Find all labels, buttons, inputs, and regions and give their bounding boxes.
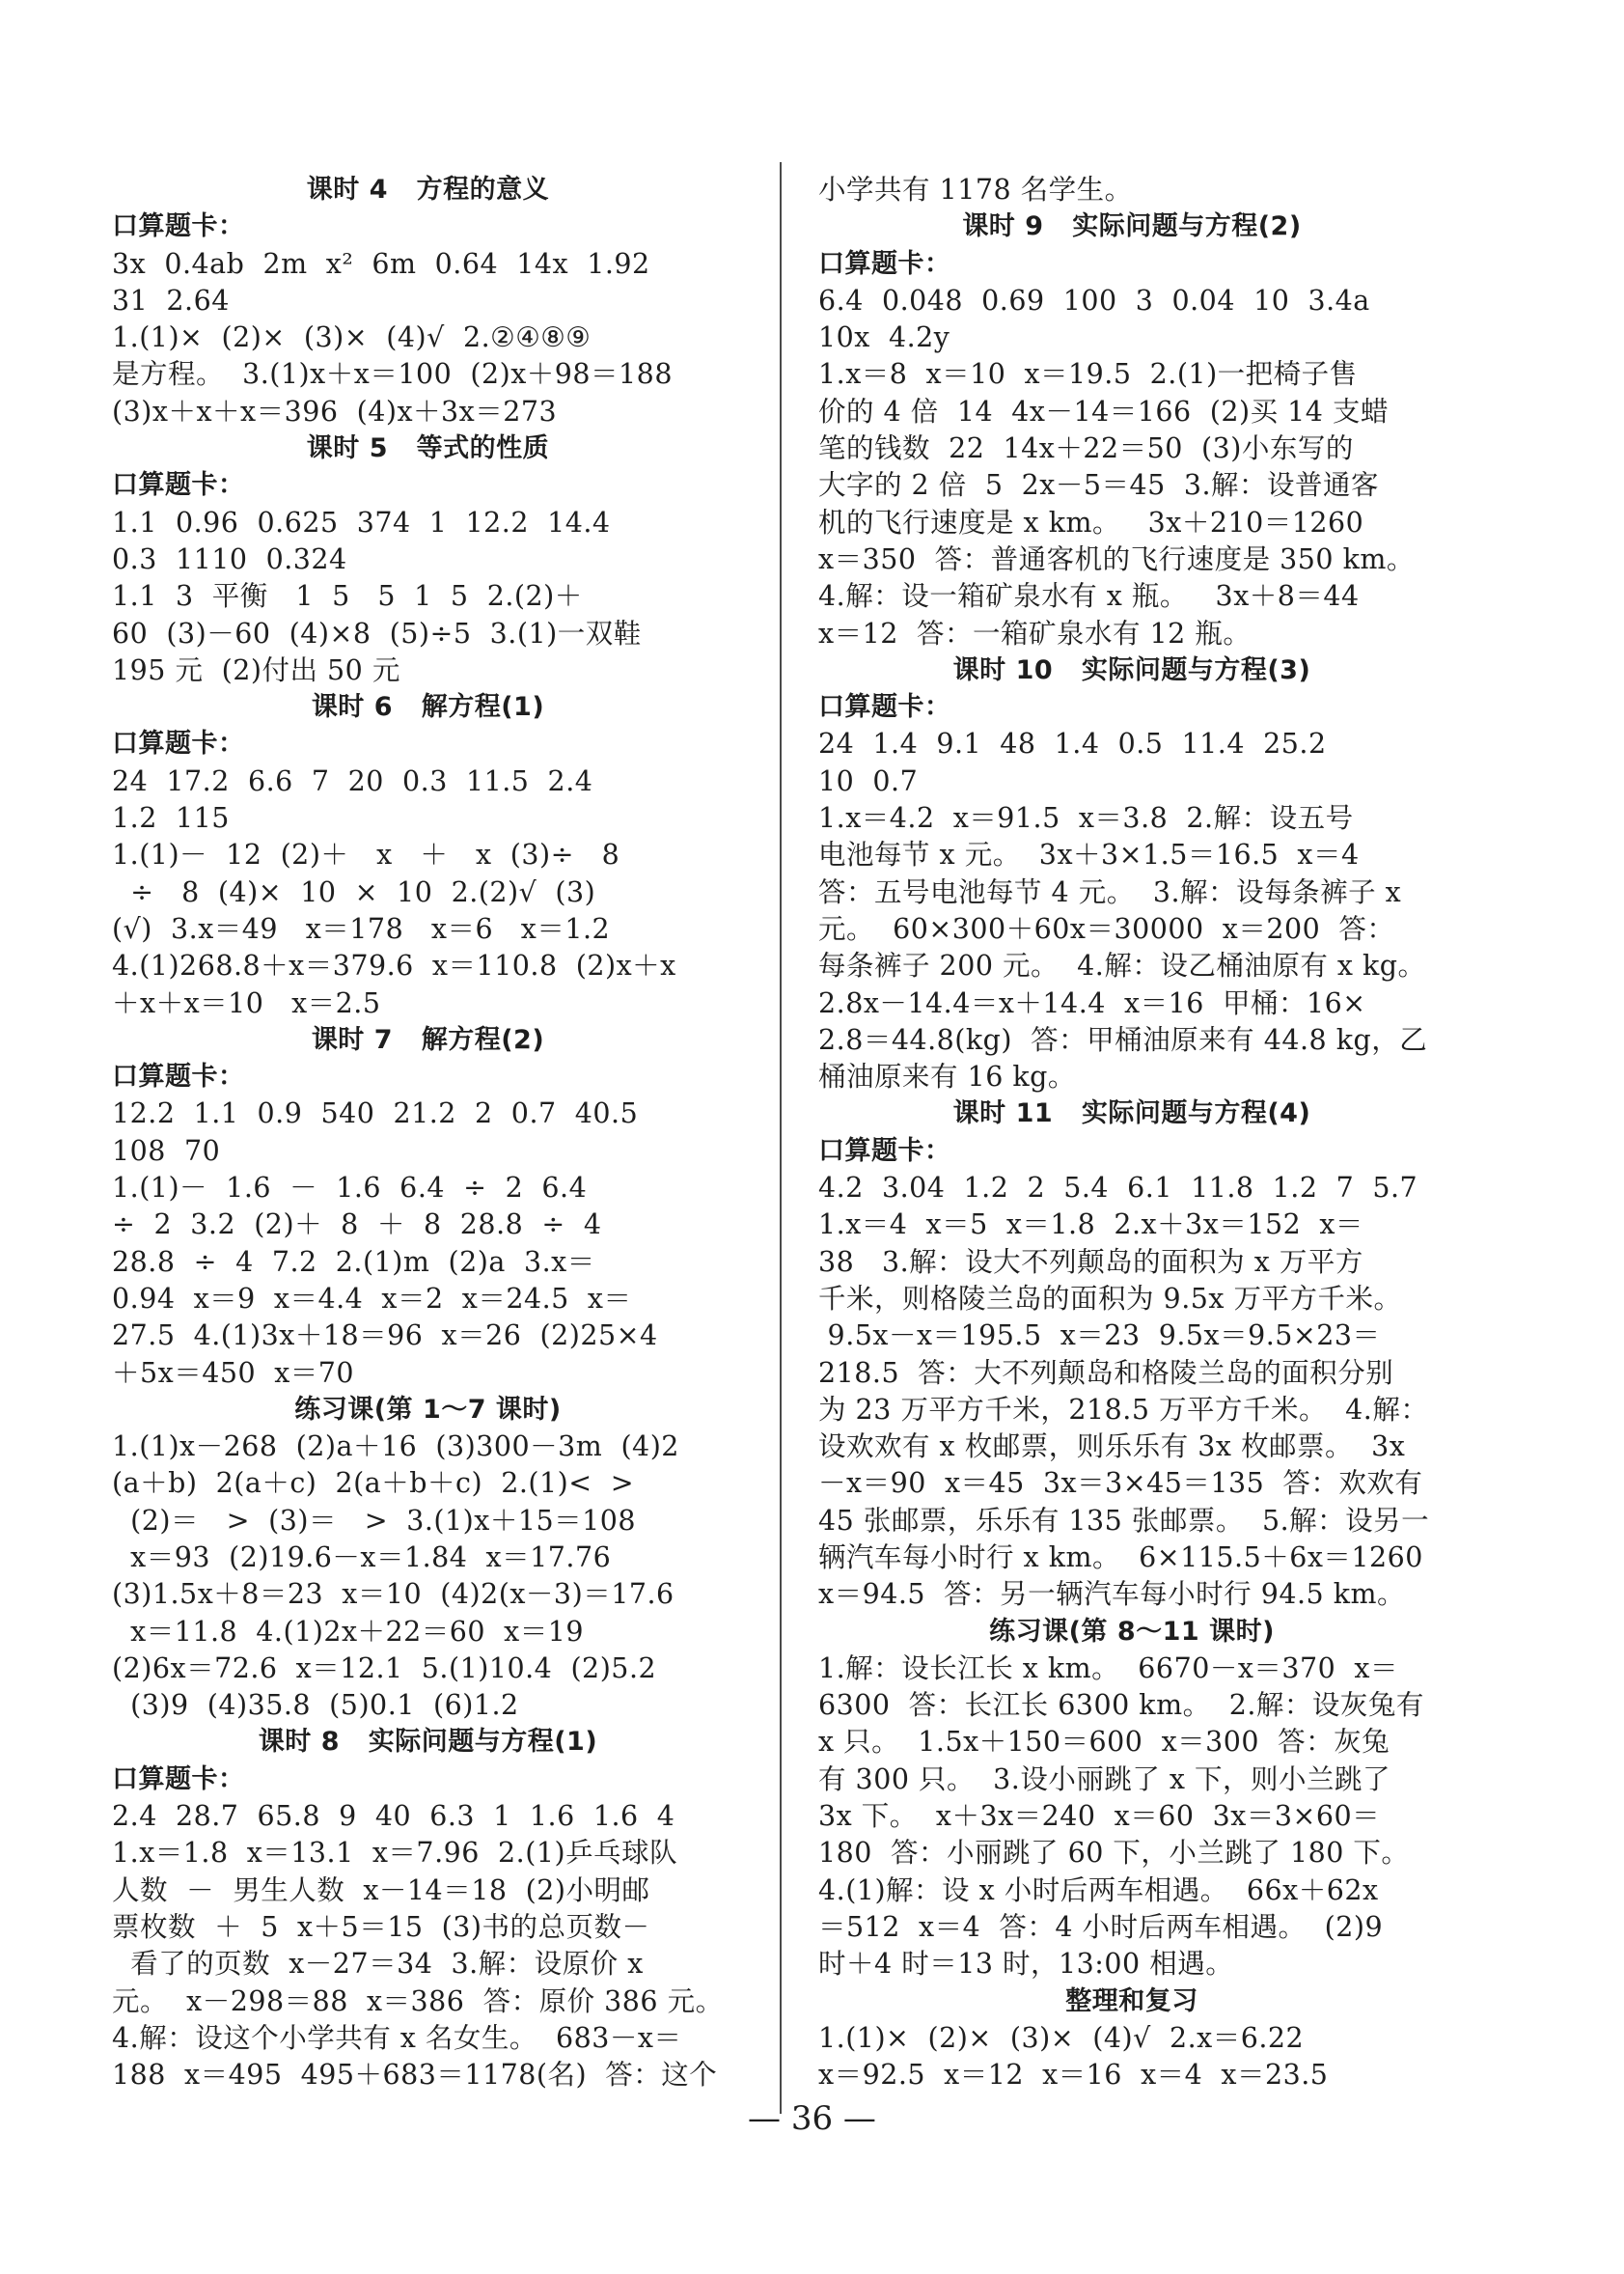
answer-line: ÷ 2 3.2 (2)＋ 8 ＋ 8 28.8 ÷ 4 bbox=[112, 1208, 602, 1241]
section-heading: 课时 6 解方程(1) bbox=[311, 692, 545, 723]
section-heading: 课时 5 等式的性质 bbox=[306, 433, 550, 464]
answer-line: 电池每节 x 元。 3x＋3×1.5＝16.5 x＝4 bbox=[818, 839, 1360, 872]
answer-line: (2)＝ > (3)＝ > 3.(1)x＋15＝108 bbox=[112, 1504, 637, 1537]
answer-line: 1.(1)x－268 (2)a＋16 (3)300－3m (4)2 bbox=[112, 1430, 679, 1463]
answer-line: x 只。 1.5x＋150＝600 x＝300 答：灰兔 bbox=[818, 1726, 1390, 1759]
answer-line: (3)x＋x＋x＝396 (4)x＋3x＝273 bbox=[112, 395, 558, 428]
answer-line: 机的飞行速度是 x km。 3x＋210＝1260 bbox=[818, 506, 1364, 539]
answer-line: 1.2 115 bbox=[112, 802, 230, 835]
answer-line: 1.x＝4.2 x＝91.5 x＝3.8 2.解：设五号 bbox=[818, 802, 1354, 835]
answer-line: x＝93 (2)19.6－x＝1.84 x＝17.76 bbox=[112, 1540, 612, 1573]
answer-line: 180 答：小丽跳了 60 下，小兰跳了 180 下。 bbox=[818, 1837, 1410, 1870]
section-heading: 练习课(第 1～7 课时) bbox=[294, 1394, 562, 1425]
answer-line: 4.(1)解：设 x 小时后两车相遇。 66x＋62x bbox=[818, 1873, 1379, 1906]
answer-line: 是方程。 3.(1)x＋x＝100 (2)x＋98＝188 bbox=[112, 358, 673, 391]
answer-line: 12.2 1.1 0.9 540 21.2 2 0.7 40.5 bbox=[112, 1097, 639, 1130]
oral-calc-label: 口算题卡： bbox=[112, 470, 245, 501]
section-heading: 整理和复习 bbox=[1065, 1985, 1198, 2016]
answer-line: 元。 x－298＝88 x＝386 答：原价 386 元。 bbox=[112, 1984, 724, 2017]
answer-line: 笔的钱数 22 14x＋22＝50 (3)小东写的 bbox=[818, 432, 1354, 465]
section-heading: 课时 9 实际问题与方程(2) bbox=[962, 211, 1302, 242]
oral-calc-label: 口算题卡： bbox=[112, 1062, 245, 1093]
answer-line: 0.94 x＝9 x＝4.4 x＝2 x＝24.5 x＝ bbox=[112, 1282, 632, 1315]
answer-line: 1.(1)－ 1.6 － 1.6 6.4 ÷ 2 6.4 bbox=[112, 1172, 588, 1205]
answer-line: －x＝90 x＝45 3x＝3×45＝135 答：欢欢有 bbox=[818, 1467, 1423, 1500]
answer-line: 1.x＝1.8 x＝13.1 x＝7.96 2.(1)乒乓球队 bbox=[112, 1837, 678, 1870]
answer-line: (√) 3.x＝49 x＝178 x＝6 x＝1.2 bbox=[112, 912, 611, 945]
section-heading: 课时 11 实际问题与方程(4) bbox=[952, 1098, 1311, 1129]
answer-line: 1.x＝4 x＝5 x＝1.8 2.x＋3x＝152 x＝ bbox=[818, 1208, 1363, 1241]
answer-line: 看了的页数 x－27＝34 3.解：设原价 x bbox=[112, 1948, 644, 1981]
answer-line: 1.1 0.96 0.625 374 1 12.2 14.4 bbox=[112, 506, 611, 539]
answer-line: 3x 0.4ab 2m x² 6m 0.64 14x 1.92 bbox=[112, 247, 650, 280]
oral-calc-label: 口算题卡： bbox=[112, 211, 245, 242]
answer-line: x＝350 答：普通客机的飞行速度是 350 km。 bbox=[818, 542, 1415, 575]
answer-line: 218.5 答：大不列颠岛和格陵兰岛的面积分别 bbox=[818, 1356, 1394, 1389]
right-column bbox=[818, 172, 1445, 2094]
section-heading: 练习课(第 8～11 课时) bbox=[989, 1616, 1275, 1647]
answer-line: 为 23 万平方千米，218.5 万平方千米。 4.解： bbox=[818, 1393, 1429, 1426]
answer-line: (3)1.5x＋8＝23 x＝10 (4)2(x－3)＝17.6 bbox=[112, 1578, 674, 1611]
answer-line: 28.8 ÷ 4 7.2 2.(1)m (2)a 3.x＝ bbox=[112, 1245, 595, 1278]
answer-line: 10 0.7 bbox=[818, 764, 919, 797]
answer-line: 4.解：设这个小学共有 x 名女生。 683－x＝ bbox=[112, 2021, 682, 2054]
section-heading: 课时 8 实际问题与方程(1) bbox=[258, 1727, 598, 1758]
answer-line: (2)6x＝72.6 x＝12.1 5.(1)10.4 (2)5.2 bbox=[112, 1651, 657, 1684]
answer-line: x＝11.8 4.(1)2x＋22＝60 x＝19 bbox=[112, 1615, 585, 1648]
section-heading: 课时 4 方程的意义 bbox=[306, 175, 550, 205]
answer-line: 4.(1)268.8＋x＝379.6 x＝110.8 (2)x＋x bbox=[112, 950, 676, 983]
answer-line: 2.8x－14.4＝x＋14.4 x＝16 甲桶：16× bbox=[818, 986, 1366, 1019]
answer-line: 6300 答：长江长 6300 km。 2.解：设灰兔有 bbox=[818, 1689, 1424, 1722]
answer-line: 188 x＝495 495＋683＝1178(名) 答：这个 bbox=[112, 2059, 718, 2092]
oral-calc-label: 口算题卡： bbox=[112, 729, 245, 760]
oral-calc-label: 口算题卡： bbox=[112, 1763, 245, 1794]
answer-line: 2.8＝44.8(kg) 答：甲桶油原来有 44.8 kg，乙 bbox=[818, 1023, 1428, 1056]
answer-line: 大字的 2 倍 5 2x－5＝45 3.解：设普通客 bbox=[818, 469, 1380, 502]
answer-line: 195 元 (2)付出 50 元 bbox=[112, 653, 400, 686]
answer-line: 10x 4.2y bbox=[818, 321, 950, 354]
left-column bbox=[112, 172, 744, 2094]
answer-line: 60 (3)－60 (4)×8 (5)÷5 3.(1)一双鞋 bbox=[112, 617, 642, 650]
answer-line: x＝94.5 答：另一辆汽车每小时行 94.5 km。 bbox=[818, 1578, 1406, 1611]
answer-line: 1.(1)× (2)× (3)× (4)√ 2.②④⑧⑨ bbox=[112, 321, 592, 354]
answer-line: 0.3 1110 0.324 bbox=[112, 542, 347, 575]
answer-line: 1.解：设长江长 x km。 6670－x＝370 x＝ bbox=[818, 1651, 1398, 1684]
page-number: — 36 — bbox=[748, 2099, 876, 2138]
answer-line: x＝12 答：一箱矿泉水有 12 瓶。 bbox=[818, 617, 1252, 650]
answer-line: (3)9 (4)35.8 (5)0.1 (6)1.2 bbox=[112, 1689, 519, 1722]
answer-line: 6.4 0.048 0.69 100 3 0.04 10 3.4a bbox=[818, 284, 1370, 317]
answer-line: 小学共有 1178 名学生。 bbox=[818, 174, 1133, 206]
answer-line: 1.(1)－ 12 (2)＋ x ＋ x (3)÷ 8 bbox=[112, 839, 620, 872]
answer-line: 24 1.4 9.1 48 1.4 0.5 11.4 25.2 bbox=[818, 728, 1327, 761]
answer-line: 人数 － 男生人数 x－14＝18 (2)小明邮 bbox=[112, 1873, 650, 1906]
answer-line: 38 3.解：设大不列颠岛的面积为 x 万平方 bbox=[818, 1245, 1363, 1278]
answer-line: 桶油原来有 16 kg。 bbox=[818, 1061, 1076, 1094]
answer-line: 4.解：设一箱矿泉水有 x 瓶。 3x＋8＝44 bbox=[818, 580, 1360, 613]
answer-line: ＝512 x＝4 答：4 小时后两车相遇。 (2)9 bbox=[818, 1910, 1384, 1943]
answer-line: 元。 60×300＋60x＝30000 x＝200 答： bbox=[818, 912, 1395, 945]
answer-line: 票枚数 ＋ 5 x＋5＝15 (3)书的总页数－ bbox=[112, 1910, 650, 1943]
answer-line: 3x 下。 x＋3x＝240 x＝60 3x＝3×60＝ bbox=[818, 1800, 1381, 1833]
answer-line: 千米，则格陵兰岛的面积为 9.5x 万平方千米。 bbox=[818, 1282, 1402, 1315]
answer-line: 每条裤子 200 元。 4.解：设乙桶油原有 x kg。 bbox=[818, 950, 1426, 983]
column-divider bbox=[780, 162, 782, 2114]
answer-line: 时＋4 时＝13 时，13:00 相遇。 bbox=[818, 1948, 1234, 1981]
answer-line: 45 张邮票，乐乐有 135 张邮票。 5.解：设另一 bbox=[818, 1504, 1430, 1537]
answer-line: 1.x＝8 x＝10 x＝19.5 2.(1)一把椅子售 bbox=[818, 358, 1358, 391]
answer-line: 4.2 3.04 1.2 2 5.4 6.1 11.8 1.2 7 5.7 bbox=[818, 1172, 1418, 1205]
answer-line: 设欢欢有 x 枚邮票，则乐乐有 3x 枚邮票。 3x bbox=[818, 1430, 1406, 1463]
oral-calc-label: 口算题卡： bbox=[818, 248, 951, 279]
answer-line: 1.1 3 平衡 1 5 5 1 5 2.(2)＋ bbox=[112, 580, 583, 613]
oral-calc-label: 口算题卡： bbox=[818, 692, 951, 723]
section-heading: 课时 7 解方程(2) bbox=[311, 1024, 545, 1055]
answer-line: (a＋b) 2(a＋c) 2(a＋b＋c) 2.(1)< > bbox=[112, 1467, 635, 1500]
answer-line: 答：五号电池每节 4 元。 3.解：设每条裤子 x bbox=[818, 875, 1402, 908]
answer-line: 价的 4 倍 14 4x－14＝166 (2)买 14 支蜡 bbox=[818, 395, 1389, 428]
answer-line: 24 17.2 6.6 7 20 0.3 11.5 2.4 bbox=[112, 764, 593, 797]
section-heading: 课时 10 实际问题与方程(3) bbox=[952, 654, 1311, 685]
oral-calc-label: 口算题卡： bbox=[818, 1135, 951, 1166]
answer-line: 108 70 bbox=[112, 1134, 221, 1167]
answer-line: 27.5 4.(1)3x＋18＝96 x＝26 (2)25×4 bbox=[112, 1319, 658, 1352]
answer-line: 有 300 只。 3.设小丽跳了 x 下，则小兰跳了 bbox=[818, 1762, 1391, 1795]
answer-line: 9.5x－x＝195.5 x＝23 9.5x＝9.5×23＝ bbox=[818, 1319, 1381, 1352]
answer-line: 2.4 28.7 65.8 9 40 6.3 1 1.6 1.6 4 bbox=[112, 1800, 675, 1833]
answer-line: ＋5x＝450 x＝70 bbox=[112, 1356, 355, 1389]
answer-line: ＋x＋x＝10 x＝2.5 bbox=[112, 986, 381, 1019]
answer-line: 31 2.64 bbox=[112, 284, 230, 317]
answer-line: x＝92.5 x＝12 x＝16 x＝4 x＝23.5 bbox=[818, 2059, 1329, 2092]
answer-line: 1.(1)× (2)× (3)× (4)√ 2.x＝6.22 bbox=[818, 2021, 1305, 2054]
answer-line: 辆汽车每小时行 x km。 6×115.5＋6x＝1260 bbox=[818, 1540, 1423, 1573]
answer-line: ÷ 8 (4)× 10 × 10 2.(2)√ (3) bbox=[112, 875, 596, 908]
